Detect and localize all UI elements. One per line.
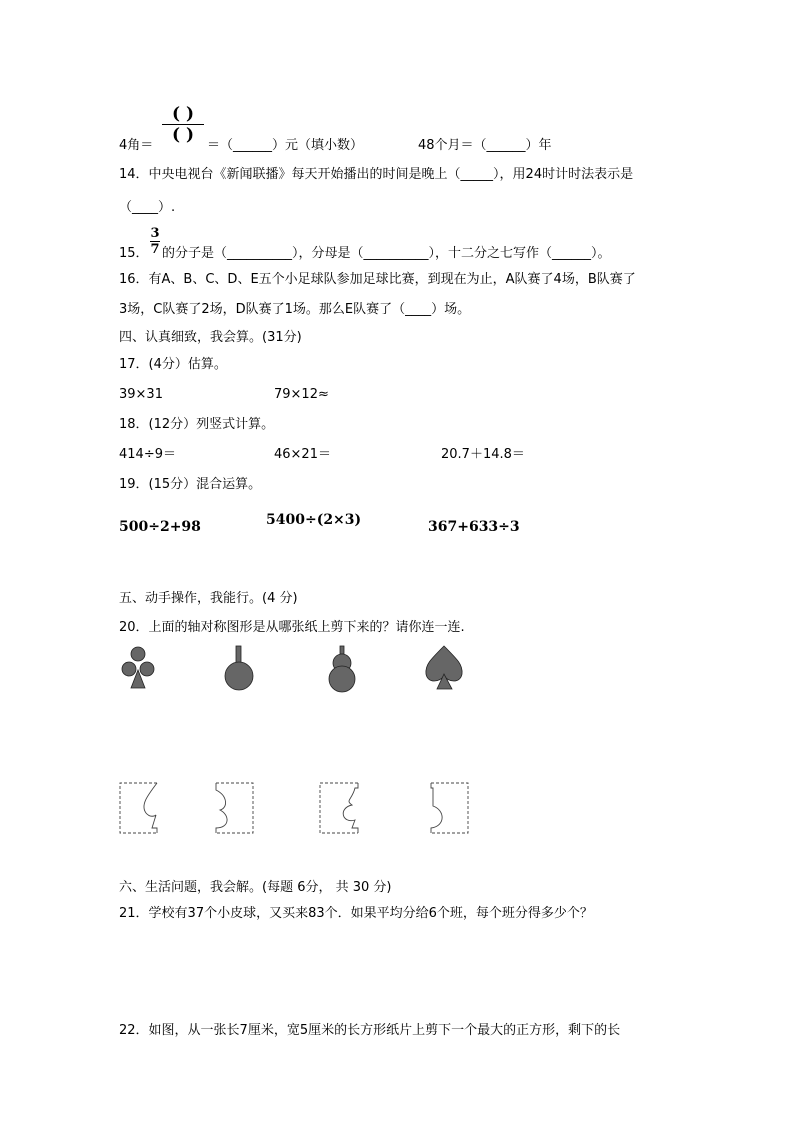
q13-line-a: 4角＝ bbox=[119, 138, 154, 153]
q22-text: 22．如图，从一张长7厘米，宽5厘米的长方形纸片上剪下一个最大的正方形，剩下的长 bbox=[119, 1023, 621, 1038]
q19-item: 5400÷(2×3) bbox=[266, 512, 362, 528]
section-6-heading: 六、生活问题，我会解。(每题 6分， 共 30 分) bbox=[119, 880, 392, 895]
q18-item: 20.7＋14.8＝ bbox=[441, 447, 525, 462]
q18-item: 46×21＝ bbox=[274, 447, 331, 462]
paper-option-2[interactable] bbox=[216, 783, 253, 833]
q19-item: 500÷2+98 bbox=[119, 519, 201, 535]
fraction-numerator: ( ) bbox=[171, 104, 194, 124]
q19-title: 19．(15分）混合运算。 bbox=[119, 477, 262, 492]
q13-line-b: ＝（______）元（填小数） bbox=[207, 138, 364, 153]
fraction-denominator: 7 bbox=[150, 242, 160, 257]
q18-title: 18．(12分）列竖式计算。 bbox=[119, 417, 275, 432]
q15-text: 的分子是（__________），分母是（__________），十二分之七写作（______）。 bbox=[162, 246, 611, 261]
gourd-shape-icon bbox=[329, 646, 355, 692]
q19-item: 367+633÷3 bbox=[428, 519, 520, 535]
q20-title: 20．上面的轴对称图形是从哪张纸上剪下来的？请你连一连. bbox=[119, 620, 465, 635]
fraction-denominator: ( ) bbox=[171, 125, 194, 145]
club-shape-icon bbox=[122, 647, 154, 688]
fraction-numerator: 3 bbox=[150, 226, 160, 241]
q16-line2: 3场，C队赛了2场，D队赛了1场。那么E队赛了（____）场。 bbox=[119, 302, 471, 317]
q17-title: 17．(4分）估算。 bbox=[119, 357, 227, 372]
q21-text: 21．学校有37个小皮球，又买来83个．如果平均分给6个班，每个班分得多少个？ bbox=[119, 906, 593, 921]
q17-item: 79×12≈ bbox=[274, 387, 329, 402]
q14-line1: 14．中央电视台《新闻联播》每天开始播出的时间是晚上（_____），用24时计时法表示是 bbox=[119, 167, 634, 182]
q13-line-c: 48个月＝（______）年 bbox=[418, 138, 552, 153]
q16-line1: 16．有A、B、C、D、E五个小足球队参加足球比赛，到现在为止，A队赛了4场，B队赛了 bbox=[119, 272, 636, 287]
q17-item: 39×31 bbox=[119, 387, 163, 402]
section-4-heading: 四、认真细致，我会算。(31分) bbox=[119, 330, 302, 345]
q14-line2: （____）. bbox=[119, 200, 176, 215]
section-5-heading: 五、动手操作，我能行。(4 分) bbox=[119, 591, 298, 606]
paper-option-4[interactable] bbox=[431, 783, 468, 833]
bulb-shape-icon bbox=[225, 646, 253, 690]
paper-option-3[interactable] bbox=[320, 783, 358, 833]
spade-shape-icon bbox=[426, 646, 462, 689]
q15-prefix: 15． bbox=[119, 246, 149, 261]
q18-item: 414÷9＝ bbox=[119, 447, 176, 462]
paper-option-1[interactable] bbox=[120, 783, 157, 833]
